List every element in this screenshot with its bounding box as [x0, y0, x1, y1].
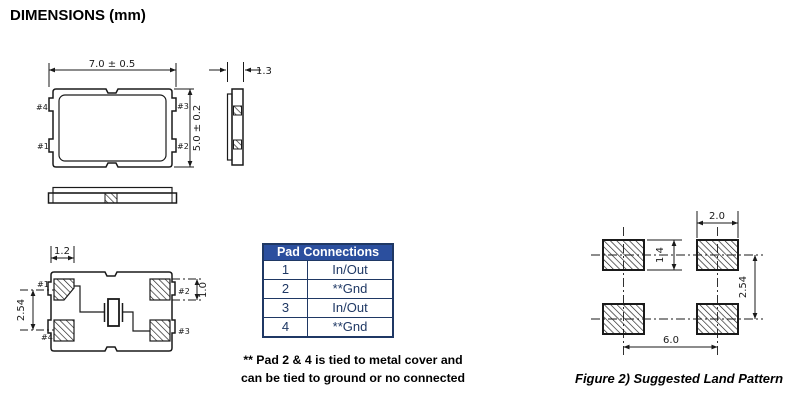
land-pad-top-left [603, 240, 644, 270]
pad-footnote-line2: can be tied to ground or no connected [240, 370, 466, 385]
bottom-view-pad1 [54, 279, 74, 300]
bottom-view-pad2 [150, 279, 170, 300]
bottom-view-pad3-label: #3 [178, 327, 190, 336]
bottom-view-pad1-label: #1 [37, 280, 49, 289]
top-view-lid [59, 95, 166, 161]
top-view-pad3-label: #3 [177, 102, 189, 111]
bottom-view-pad2-label: #2 [178, 287, 190, 296]
front-view-seal [105, 193, 117, 203]
pad-number: 4 [264, 318, 308, 336]
bottom-view-pad4 [54, 320, 74, 341]
side-view-seal-bottom [234, 140, 242, 149]
table-row [264, 260, 392, 279]
bottom-view-pad-height-dim-label: 1.0 [198, 282, 209, 298]
figure-caption: Figure 2) Suggested Land Pattern [575, 371, 784, 386]
land-row-pitch-dim-label: 2.54 [738, 275, 749, 299]
pad-connections-table [262, 243, 394, 338]
bottom-view-pad3 [150, 320, 170, 341]
top-view-height-dimension [174, 89, 194, 167]
page-title: DIMENSIONS (mm) [10, 7, 146, 24]
table-row [264, 298, 392, 317]
top-view-height-dim-label: 5.0 ± 0.2 [192, 104, 203, 152]
pad-number: 3 [264, 299, 308, 317]
pad-number: 1 [264, 261, 308, 279]
top-view-outline [49, 89, 176, 167]
front-view [49, 188, 177, 204]
table-row [264, 279, 392, 298]
top-view-pad4-label: #4 [36, 103, 48, 112]
land-pad-bottom-left [603, 304, 644, 334]
crystal-symbol [74, 286, 150, 331]
side-view [209, 62, 272, 165]
pad-number: 2 [264, 280, 308, 298]
top-view-width-dim-label: 7.0 ± 0.5 [88, 59, 136, 70]
land-pad-width-dim-label: 2.0 [709, 211, 725, 222]
bottom-view [16, 246, 209, 351]
pad-footnote-line1: ** Pad 2 & 4 is tied to metal cover and [243, 353, 463, 367]
table-row [264, 317, 392, 336]
bottom-view-pad4-label: #4 [41, 333, 53, 342]
land-pad-top-right [697, 240, 738, 270]
side-view-thickness-dimension [209, 62, 261, 82]
side-view-body [232, 89, 243, 165]
pad-connection: **Gnd [332, 319, 368, 334]
pad-connection: **Gnd [332, 281, 368, 296]
land-column-pitch-dim-label: 6.0 [663, 335, 679, 346]
front-view-lid [53, 188, 172, 194]
side-view-seal-top [234, 106, 242, 115]
land-pad-bottom-right [697, 304, 738, 334]
pad-connection: In/Out [332, 300, 368, 315]
land-pattern [591, 211, 763, 358]
side-view-thickness-dim-label: 1.3 [256, 66, 272, 77]
pad-connection: In/Out [332, 262, 368, 277]
pad-footnote [237, 352, 469, 387]
bottom-view-pad-width-dim-label: 1.2 [54, 246, 70, 257]
top-view [36, 59, 203, 167]
pad-table-header: Pad Connections [264, 245, 392, 260]
top-view-pad1-label: #1 [37, 142, 49, 151]
top-view-pad2-label: #2 [177, 142, 189, 151]
bottom-view-pitch-dim-label: 2.54 [16, 298, 27, 322]
land-pad-height-dim-label: 1.4 [655, 247, 666, 263]
